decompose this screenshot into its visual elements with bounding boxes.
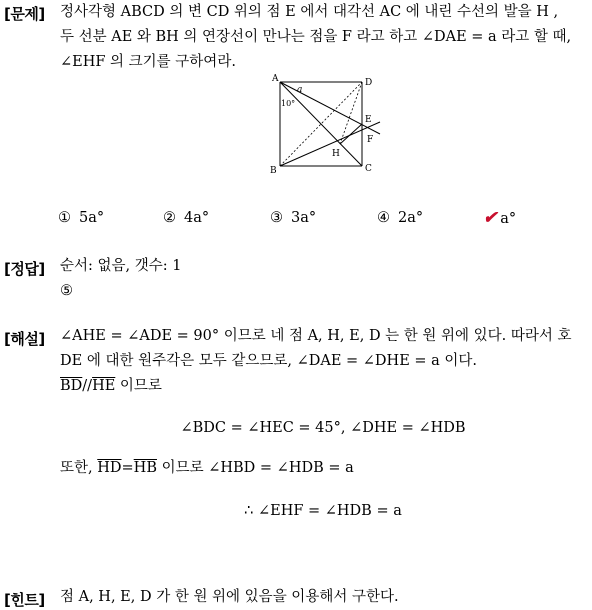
line-eh — [340, 124, 362, 144]
hint-line-1: 점 A, H, E, D 가 한 원 위에 있음을 이용해서 구한다. — [60, 589, 399, 605]
answer-text — [60, 254, 586, 304]
line-bh — [280, 122, 380, 166]
explanation-line-2 — [60, 349, 586, 374]
check-mark-icon: ✔ — [483, 208, 498, 228]
segment-hd: $\overline{HD}$ — [97, 460, 122, 476]
choice-1-number: ① — [58, 210, 71, 226]
choice-4[interactable] — [377, 210, 423, 226]
problem-line-2: 두 선분 AE 와 BH 의 연장선이 만나는 점을 F 라고 하고 ∠DAE = a 라고 할 때, — [60, 29, 572, 45]
choice-3[interactable] — [270, 210, 316, 226]
explanation-line-3-rest: 이므로 — [115, 378, 162, 394]
line-ae — [280, 82, 380, 134]
explanation-text — [60, 324, 586, 399]
choice-3-number: ③ — [270, 210, 283, 226]
problem-line-1: 정사각형 ABCD 의 변 CD 위의 점 E 에서 대각선 AC 에 내린 수선의 발을 H , — [60, 4, 559, 20]
choice-2[interactable] — [163, 210, 209, 226]
equal-sign: = — [121, 460, 134, 476]
choice-4-number: ④ — [377, 210, 390, 226]
choice-4-text: 2a° — [398, 210, 424, 226]
explanation-line-3 — [60, 374, 586, 399]
point-a-label: A — [272, 74, 279, 84]
answer-label: [정답] — [4, 260, 45, 278]
choice-5-text: a° — [500, 211, 517, 227]
answer-line-2: ⑤ — [60, 283, 73, 299]
angle-a-label: a — [297, 85, 303, 95]
point-d-label: D — [365, 78, 373, 88]
explanation-line-5-pre: 또한, — [60, 460, 98, 476]
choice-3-text: 3a° — [291, 210, 317, 226]
point-h-label: H — [332, 149, 340, 159]
parallel-sign: // — [82, 378, 93, 394]
angle-10-label: 10° — [281, 99, 296, 108]
hint-label: [힌트] — [4, 591, 45, 609]
hint-text — [60, 585, 586, 610]
segment-bd: $\overline{BD}$ — [60, 378, 83, 394]
segment-hb: $\overline{HB}$ — [133, 460, 157, 476]
equation-1: ∠BDC = ∠HEC = 45°, ∠DHE = ∠HDB — [180, 420, 466, 436]
point-c-label: C — [365, 164, 372, 174]
explanation-line-1: ∠AHE = ∠ADE = 90° 이므로 네 점 A, H, E, D 는 한 원 위에 있다. 따라서 호 — [60, 328, 572, 344]
choice-5[interactable] — [483, 208, 516, 228]
point-b-label: B — [270, 166, 277, 176]
choice-2-text: 4a° — [184, 210, 210, 226]
arc-de: DE — [60, 353, 83, 369]
point-f-label: F — [367, 135, 374, 145]
problem-text — [60, 0, 586, 75]
problem-label: [문제] — [4, 5, 45, 23]
equation-2: ∴ ∠EHF = ∠HDB = a — [244, 503, 402, 519]
explanation-line-5 — [60, 456, 586, 481]
geometry-figure — [266, 72, 386, 176]
problem-line-3: ∠EHF 의 크기를 구하여라. — [60, 54, 236, 70]
segment-he: $\overline{HE}$ — [92, 378, 116, 394]
explanation-line-2-rest: 에 대한 원주각은 모두 같으므로, ∠DAE = ∠DHE = a 이다. — [82, 353, 478, 369]
choice-2-number: ② — [163, 210, 176, 226]
explanation-label: [해설] — [4, 330, 45, 348]
answer-line-1: 순서: 없음, 갯수: 1 — [60, 258, 182, 274]
choice-1[interactable] — [58, 210, 104, 226]
point-e-label: E — [365, 115, 372, 125]
explanation-line-5-rest: 이므로 ∠HBD = ∠HDB = a — [156, 460, 354, 476]
choice-1-text: 5a° — [79, 210, 105, 226]
